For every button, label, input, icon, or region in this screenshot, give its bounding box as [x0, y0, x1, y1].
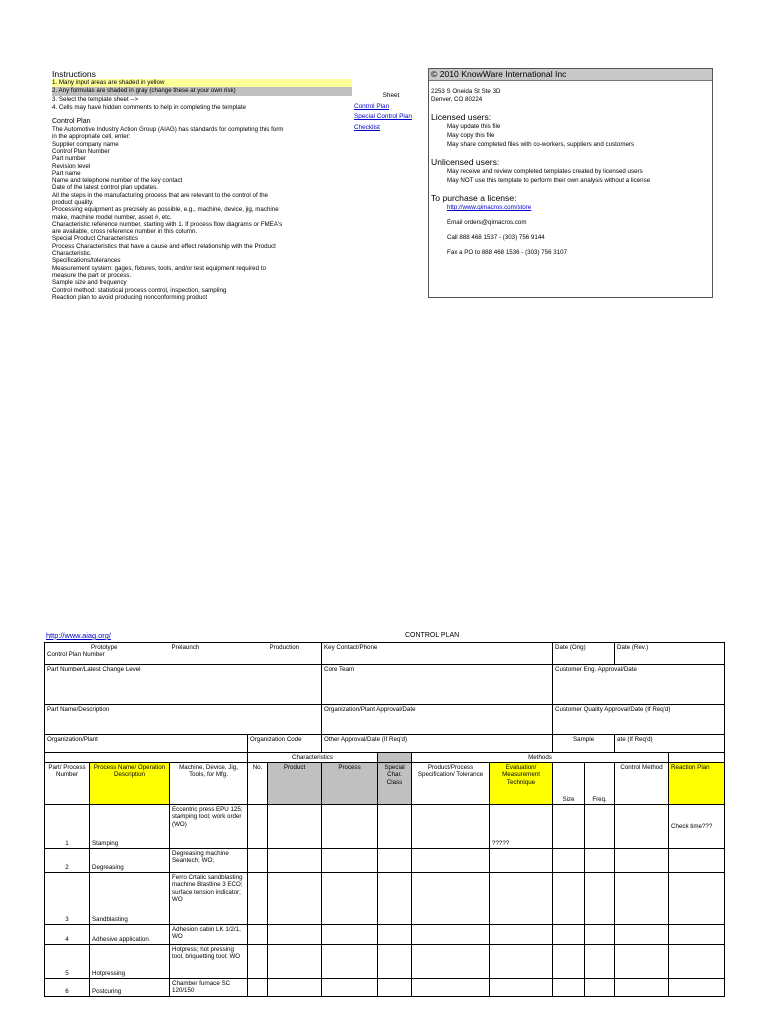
row-freq[interactable] [585, 849, 615, 873]
row-reaction[interactable]: Check time??? [669, 805, 725, 849]
row-reaction[interactable] [669, 849, 725, 873]
key-contact-cell[interactable] [322, 643, 553, 665]
sample-tail-label: ate (If Req'd) [617, 736, 653, 743]
instruction-body-line: Measurement system: gages, fixtures, tools, and/or test equipment required to [52, 264, 266, 272]
row-reaction[interactable] [669, 925, 725, 945]
row-process-name[interactable]: Stamping [90, 805, 170, 849]
row-reaction[interactable] [669, 873, 725, 925]
date-orig-label: Date (Orig) [555, 644, 586, 651]
row-freq[interactable] [585, 979, 615, 997]
row-special[interactable] [378, 873, 412, 925]
row-no[interactable] [248, 805, 268, 849]
core-team-cell[interactable] [322, 665, 553, 705]
row-special[interactable] [378, 925, 412, 945]
licensed-item: May share completed files with co-workers, suppliers and customers [447, 141, 635, 148]
row-machine[interactable]: Eccentric press EPU 125; stamping tool; work order (WO) [170, 805, 248, 849]
control-plan-number-label: Control Plan Number [47, 651, 105, 659]
row-no[interactable] [248, 945, 268, 979]
link-checklist[interactable]: Checklist [354, 123, 380, 131]
call-line: Call 888 468 1537 - (303) 756 9144 [447, 234, 545, 241]
instruction-body-line: Special Product Characteristics [52, 235, 138, 243]
row-control[interactable] [615, 805, 669, 849]
row-product[interactable] [268, 925, 322, 945]
licensed-heading: Licensed users: [431, 112, 492, 122]
instruction-body-line: Supplier company name [52, 140, 119, 148]
instruction-body-line: Processing equipment as precisely as possible, e.g., machine, device, jig, machine [52, 206, 279, 214]
row-special[interactable] [378, 979, 412, 997]
license-box [428, 68, 713, 298]
part-number-label: Part Number/Latest Change Level [47, 666, 141, 673]
special-gray-header [378, 753, 412, 763]
prototype-cell [45, 643, 170, 665]
customer-eng-cell[interactable] [553, 665, 725, 705]
instruction-body-line: Revision level [52, 162, 91, 170]
date-rev-label: Date (Rev.) [617, 644, 649, 651]
instruction-body-line: Control method: statistical process control, inspection, sampling [52, 286, 227, 294]
row-machine[interactable]: Adhesion cabin LK 1/2/1, WO [170, 925, 248, 945]
row-control[interactable] [615, 979, 669, 997]
row-eval[interactable]: ????? [490, 805, 553, 849]
row-machine[interactable]: Hotpress; hot pressing tool, briquetting tool; WO [170, 945, 248, 979]
part-name-cell[interactable] [45, 705, 322, 735]
prelaunch-label: Prelaunch [171, 644, 200, 651]
col-control: Control Method [615, 763, 669, 805]
row-process-name[interactable]: Sandblasting [90, 873, 170, 925]
instruction-body-line: Name and telephone number of the key contact [52, 177, 183, 185]
row-control[interactable] [615, 849, 669, 873]
row-spec[interactable] [412, 945, 490, 979]
part-name-label: Part Name/Description [47, 706, 110, 713]
instruction-body-line: All the steps in the manufacturing process that are relevant to the control of the [52, 191, 268, 199]
org-code-label: Organization Code [250, 736, 302, 743]
purchase-heading: To purchase a license: [431, 193, 517, 203]
row-no[interactable] [248, 979, 268, 997]
control-plan-table [44, 642, 725, 997]
instructions-block [52, 69, 352, 301]
row-no[interactable] [248, 849, 268, 873]
row-no[interactable] [248, 873, 268, 925]
row-reaction[interactable] [669, 945, 725, 979]
row-special[interactable] [378, 805, 412, 849]
part-number-cell[interactable] [45, 665, 322, 705]
licensed-item: May update this file [447, 123, 501, 130]
org-plant-label: Organization/Plant [47, 736, 98, 743]
row-process[interactable] [322, 805, 378, 849]
org-plant-approval-label: Organization/Plant Approval/Date [324, 706, 416, 713]
row-process[interactable] [322, 873, 378, 925]
row-product[interactable] [268, 805, 322, 849]
methods-label: Methods [528, 754, 552, 761]
core-team-label: Core Team [324, 666, 355, 673]
row-size[interactable] [553, 849, 585, 873]
link-control-plan[interactable]: Control Plan [354, 102, 390, 110]
row-size[interactable] [553, 805, 585, 849]
characteristics-header [248, 753, 378, 763]
copyright-bar: © 2010 KnowWare International Inc [429, 69, 712, 81]
col-process-name: Process Name/ Operation Description [90, 763, 170, 805]
address-line-1: 2253 S Oneida St Ste 3D [431, 88, 501, 95]
row-control[interactable] [615, 925, 669, 945]
row-freq[interactable] [585, 873, 615, 925]
customer-quality-label: Customer Quality Approval/Date (If Req'd) [555, 706, 671, 713]
row-machine[interactable]: Ferro Crtalic sandblasting machine Blastline 3 ECO; surface tension indicator; WO [170, 873, 248, 925]
instruction-body-line: in the appropriate cell, enter: [52, 133, 131, 141]
row-eval[interactable] [490, 945, 553, 979]
link-special-control-plan[interactable]: Special Control Plan [354, 113, 412, 120]
prelaunch-cell [170, 643, 268, 665]
row-machine[interactable]: Chamber furnace SC 120/150 [170, 979, 248, 997]
col-size: Size [553, 763, 585, 805]
table-row [45, 873, 725, 925]
row-freq[interactable] [585, 945, 615, 979]
sample-cell [553, 735, 615, 753]
row-size[interactable] [553, 979, 585, 997]
date-orig-cell[interactable] [553, 643, 615, 665]
instruction-body-line: Reaction plan to avoid producing nonconforming product [52, 293, 208, 301]
row-process[interactable] [322, 945, 378, 979]
row-size[interactable] [553, 873, 585, 925]
instruction-body-line: Specifications/tolerances [52, 257, 121, 265]
characteristics-label: Characteristics [292, 754, 333, 761]
aiag-link[interactable]: http://www.aiag.org/ [46, 631, 111, 640]
instruction-line-1: 1. Many input areas are shaded in yellow [52, 79, 352, 87]
instruction-body-line: Characteristic reference number, starting with 1. If process flow diagrams or FMEA's [52, 220, 283, 228]
control-plan-rows [45, 805, 725, 997]
table-row [45, 979, 725, 997]
methods-header [412, 753, 669, 763]
sheet-links [354, 91, 428, 133]
org-code-cell[interactable] [248, 735, 322, 753]
row-freq[interactable] [585, 925, 615, 945]
customer-quality-cell[interactable] [553, 705, 725, 735]
col-special: Special Char. Class [378, 763, 412, 805]
row-eval[interactable] [490, 849, 553, 873]
row-spec[interactable] [412, 925, 490, 945]
row-product[interactable] [268, 979, 322, 997]
sheet-header: Sheet [382, 92, 400, 99]
customer-eng-label: Customer Eng. Approval/Date [555, 666, 637, 673]
instruction-body-line: The Automotive Industry Action Group (AIAG) has standards for completing this form [52, 126, 284, 134]
row-spec[interactable] [412, 805, 490, 849]
address-line-2: Denver, CO 80224 [431, 96, 483, 103]
instructions-body [52, 126, 352, 301]
row-process-name[interactable]: Degreasing [90, 849, 170, 873]
row-machine[interactable]: Degreasing machine Seantech; WO; [170, 849, 248, 873]
table-row [45, 805, 725, 849]
row-process-name[interactable]: Hotpressing [90, 945, 170, 979]
col-freq: Freq. [585, 763, 615, 805]
key-contact-label: Key Contact/Phone [324, 644, 378, 651]
col-reaction: Reaction Plan [669, 763, 725, 805]
instruction-body-line: Characteristic. [52, 250, 92, 258]
instruction-body-line: Part number [52, 155, 87, 163]
org-plant-cell[interactable] [45, 735, 248, 753]
col-product: Product [268, 763, 322, 805]
production-cell [268, 643, 322, 665]
control-plan-title: CONTROL PLAN [405, 632, 460, 639]
instruction-body-line: measure the part or process. [52, 271, 132, 279]
row-part-number[interactable]: 4 [45, 925, 90, 945]
col-machine: Machine, Device, Jig, Tools, for Mfg. [170, 763, 248, 805]
row-product[interactable] [268, 849, 322, 873]
instruction-body-line: are available, cross reference number in this column. [52, 228, 198, 236]
row-eval[interactable] [490, 873, 553, 925]
other-approval-label: Other Approval/Date (If Req'd) [324, 736, 408, 743]
row-process[interactable] [322, 925, 378, 945]
row-special[interactable] [378, 849, 412, 873]
row-part-number[interactable]: 2 [45, 849, 90, 873]
instructions-title: Instructions [52, 69, 96, 79]
row-eval[interactable] [490, 979, 553, 997]
row-part-number[interactable]: 1 [45, 805, 90, 849]
instruction-body-line: Control Plan Number [52, 147, 110, 155]
row-process[interactable] [322, 979, 378, 997]
row-control[interactable] [615, 945, 669, 979]
row-process-name[interactable]: Adhesive application [90, 925, 170, 945]
table-row [45, 925, 725, 945]
production-label: Production [269, 644, 300, 651]
licensed-item: May copy this file [447, 132, 495, 139]
row-reaction[interactable] [669, 979, 725, 997]
row-no[interactable] [248, 925, 268, 945]
col-no: No. [248, 763, 268, 805]
instruction-body-line: Sample size and frequency [52, 279, 127, 287]
org-plant-approval-cell[interactable] [322, 705, 553, 735]
instruction-body-line: Process Characteristics that have a cause and effect relationship with the Product [52, 242, 276, 250]
other-approval-cell[interactable] [322, 735, 553, 753]
row-part-number[interactable]: 5 [45, 945, 90, 979]
row-spec[interactable] [412, 979, 490, 997]
date-rev-cell[interactable] [615, 643, 725, 665]
instruction-body-line: make, machine model number, asset #, etc. [52, 213, 172, 221]
row-product[interactable] [268, 873, 322, 925]
row-size[interactable] [553, 925, 585, 945]
col-part-process: Part/ Process Number [45, 763, 90, 805]
table-row [45, 849, 725, 873]
row-spec[interactable] [412, 849, 490, 873]
sample-tail-cell [615, 735, 725, 753]
store-link[interactable]: http://www.qimacros.com/store [447, 204, 532, 211]
instruction-line-4: 4. Cells may have hidden comments to help in completing the template [52, 104, 246, 112]
instruction-body-line: Date of the latest control plan updates. [52, 184, 158, 192]
row-part-number[interactable]: 3 [45, 873, 90, 925]
unlicensed-item: May receive and review completed templates created by licensed users [447, 168, 643, 175]
instruction-body-line: Part name [52, 169, 81, 177]
row-control[interactable] [615, 873, 669, 925]
col-eval: Evaluation/ Measurement Technique [490, 763, 553, 805]
row-process[interactable] [322, 849, 378, 873]
email-line: Email orders@qimacros.com [447, 219, 527, 226]
col-process: Process [322, 763, 378, 805]
col-spec: Product/Process Specification/ Tolerance [412, 763, 490, 805]
instruction-body-line: product quality. [52, 199, 94, 206]
sample-label: Sample [573, 736, 595, 743]
table-row [45, 945, 725, 979]
row-freq[interactable] [585, 805, 615, 849]
prototype-label: Prototype [91, 644, 118, 651]
instruction-line-3: 3. Select the template sheet --> [52, 95, 139, 103]
row-special[interactable] [378, 945, 412, 979]
fax-line: Fax a PO to 888 468 1536 - (303) 756 3107 [447, 249, 568, 256]
unlicensed-item: May NOT use this template to perform their own analysis without a license [447, 177, 651, 184]
instruction-line-2: 2. Any formulas are shaded in gray (change these at your own risk) [52, 87, 352, 95]
row-product[interactable] [268, 945, 322, 979]
row-size[interactable] [553, 945, 585, 979]
row-part-number[interactable]: 6 [45, 979, 90, 997]
unlicensed-heading: Unlicensed users: [431, 157, 500, 167]
row-eval[interactable] [490, 925, 553, 945]
control-plan-heading: Control Plan [52, 117, 91, 125]
row-spec[interactable] [412, 873, 490, 925]
row-process-name[interactable]: Postcuring [90, 979, 170, 997]
